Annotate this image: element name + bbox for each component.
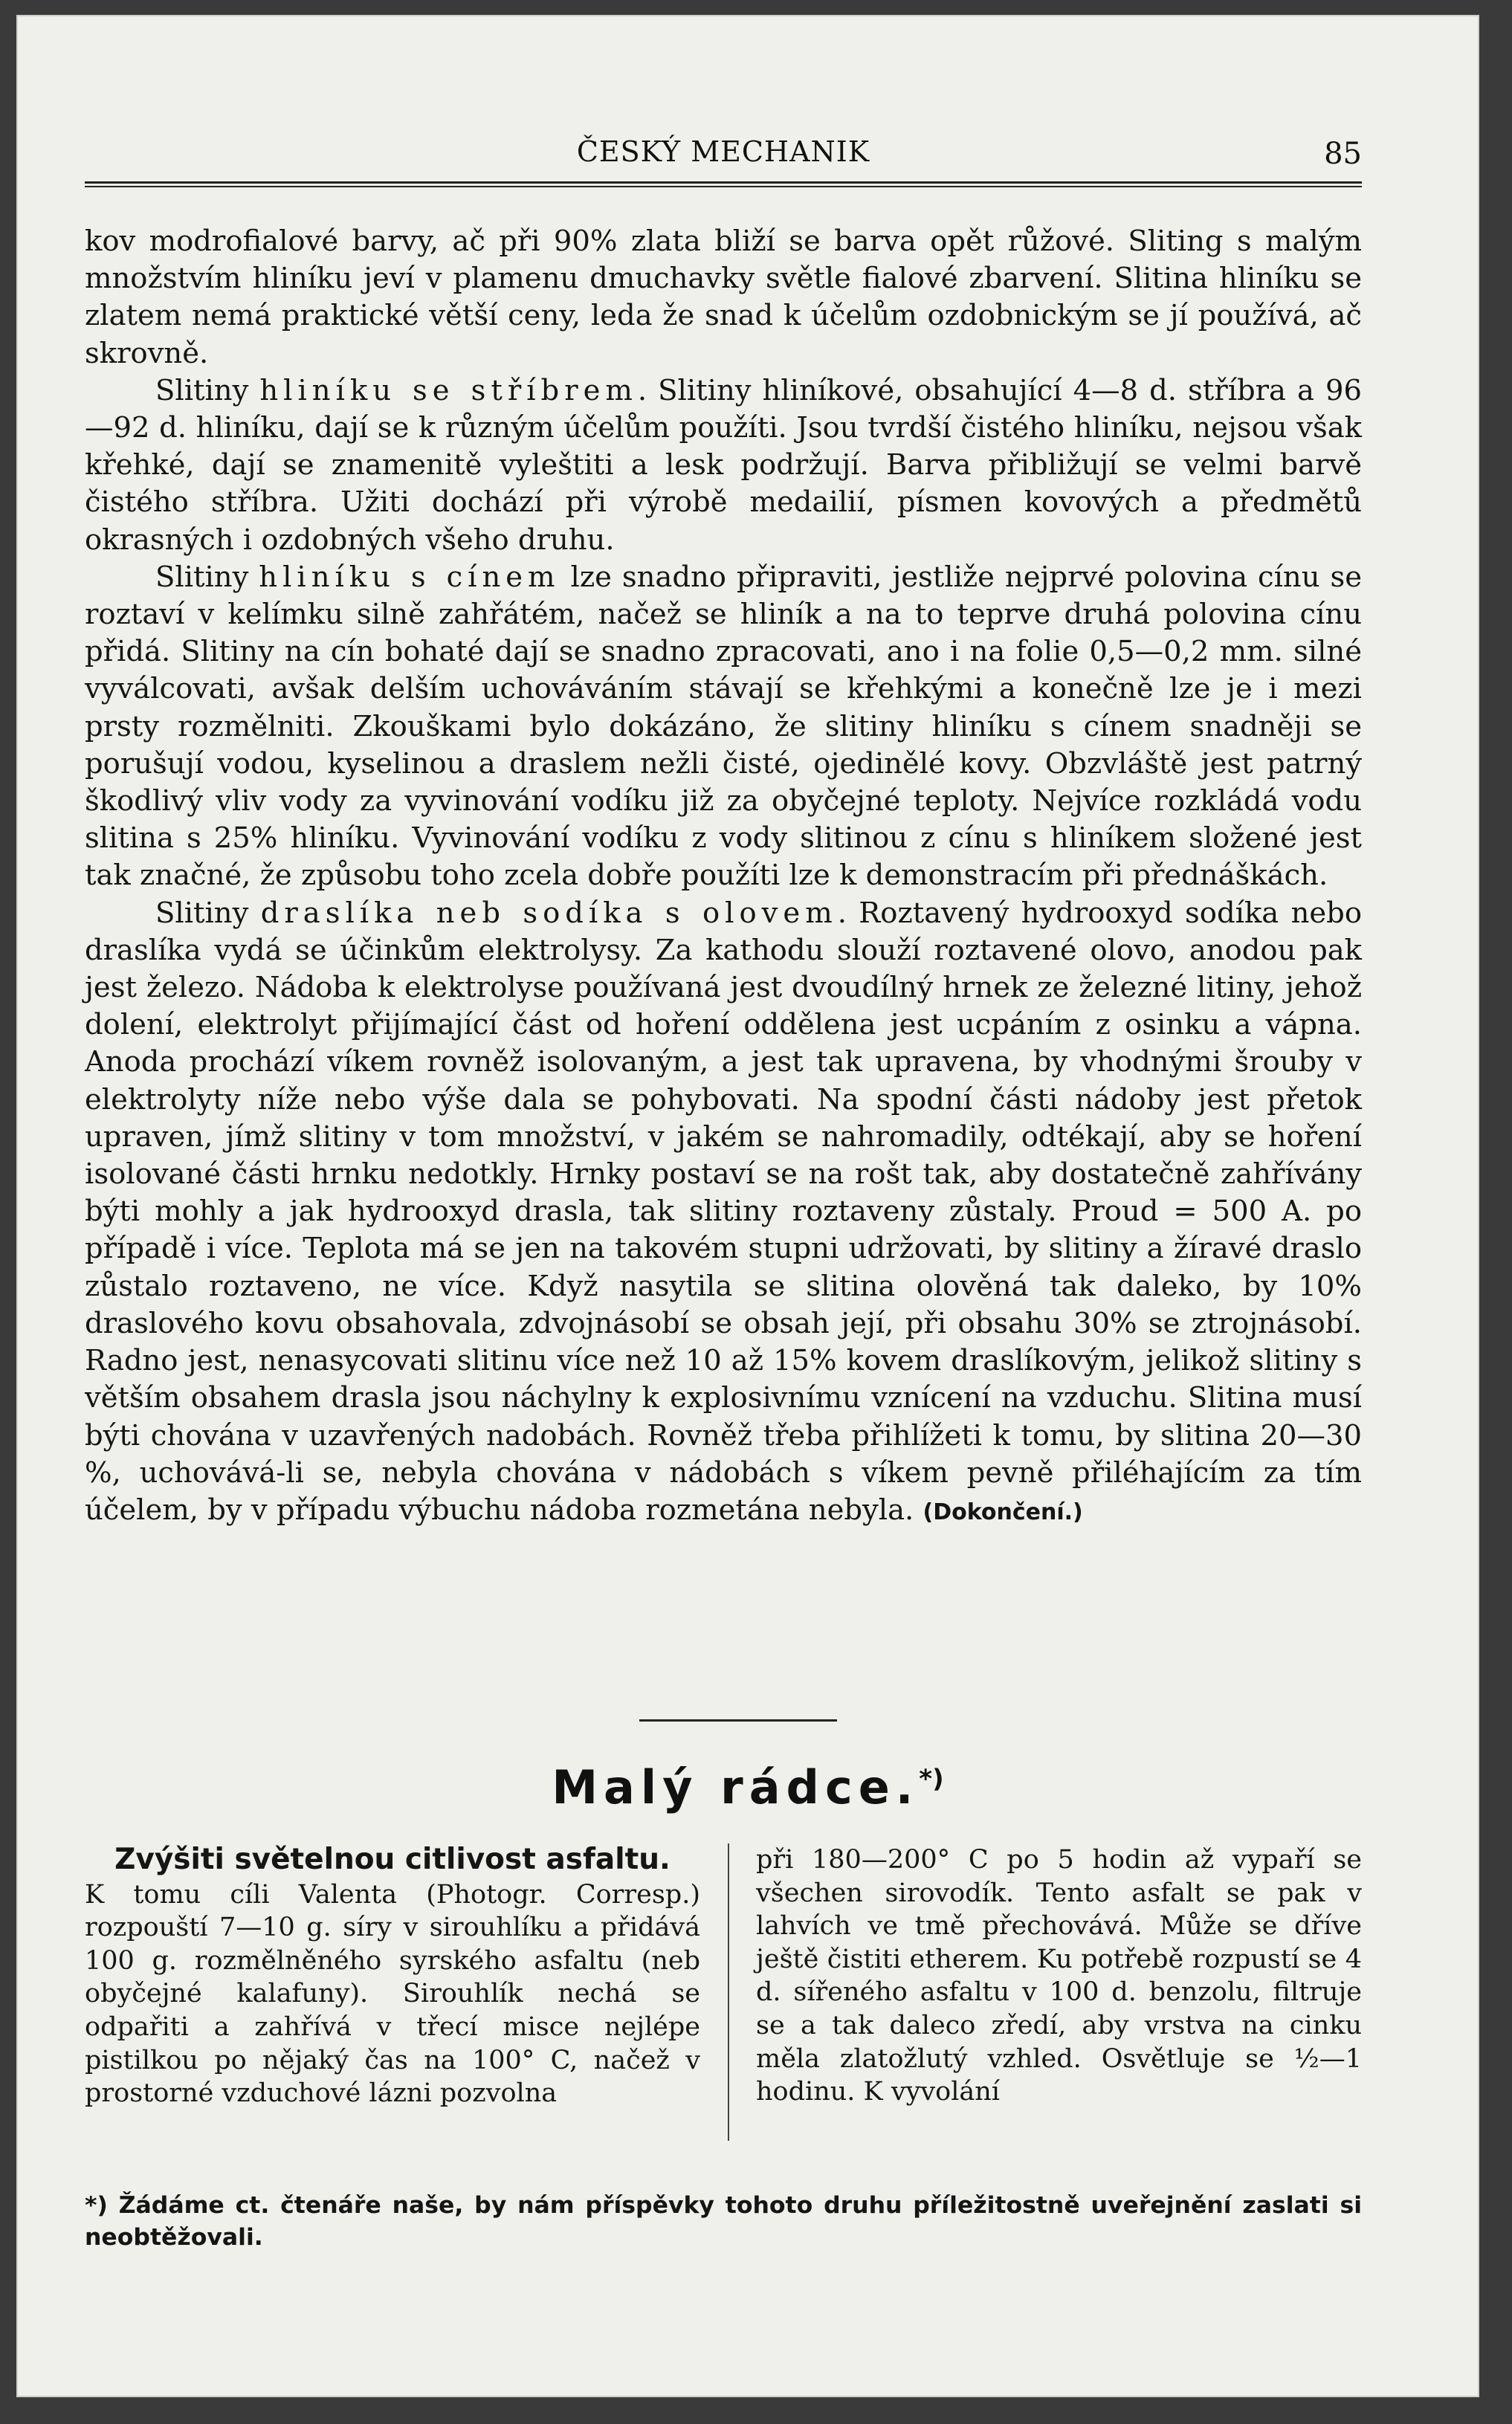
paragraph-2-spaced: hliníku se stříbrem — [259, 373, 638, 407]
column-left-title: Zvýšiti světelnou citlivost asfaltu. — [114, 1843, 671, 1876]
running-head — [85, 135, 1362, 180]
paragraph-3-lead: Slitiny — [155, 560, 259, 594]
paragraph-2-lead: Slitiny — [155, 373, 260, 407]
header-rule-top — [85, 181, 1362, 184]
column-right-text: při 180—200° C po 5 hodin až vypaří se všechen sirovodík. Tento asfalt se pak v lahvích ve tmě přechovává. Může se dříve ještě čistiti etherem. Ku potřebě rozpustí se 4 d. sířeného asfaltu v 100 d. benzolu, filtruje se a tak daleco zředí, aby vrstva na cinku měla zlatožlutý vzhled. Osvětluje se ½—1 hodinu. K vyvolání — [756, 1845, 1362, 2107]
section-title — [16, 1760, 1479, 1814]
column-divider — [728, 1843, 729, 2141]
paragraph-1-text: kov modrofialové barvy, ač při 90% zlata bliží se barva opět růžové. Sliting s malým množstvím hliníku jeví v plamenu dmuchavky světle fialové zbarvení. Slitina hliníku se zlatem nemá praktické větší ceny, leda že snad k účelům ozdobnickým se jí používá, ač skrovně. — [85, 224, 1362, 370]
header-rule-bottom — [85, 186, 1362, 187]
running-title: ČESKÝ MECHANIK — [576, 135, 870, 168]
page-number: 85 — [1324, 137, 1362, 171]
paragraph-4-lead: Slitiny — [155, 896, 261, 930]
page — [16, 15, 1479, 2397]
section-separator — [639, 1719, 837, 1722]
paragraph-3-text: lze snadno připraviti, jestliže nejprvé polovina cínu se roztaví v kelímku silně zahřátém, načež se hliník a na to teprve druhá polovina cínu přidá. Slitiny na cín bohaté dají se snadno zpracovati, ano i na folie 0,5—0,2 mm. silné vyválcovati, avšak delším uchováváním stávají se křehkými a konečně lze je i mezi prsty rozmělniti. Zkouškami bylo dokázáno, že slitiny hliníku s cínem snadněji se porušují vodou, kyselinou a draslem nežli čisté, ojedinělé kovy. Obzvláště jest patrný škodlivý vliv vody za vyvinování vodíku již za obyčejné teploty. Nejvíce rozkládá vodu slitina s 25% hliníku. Vyvinování vodíku z vody slitinou z cínu s hliníkem složené jest tak značné, že způsobu toho zcela dobře použíti lze k demonstracím při přednáškách. — [85, 560, 1362, 893]
paragraph-4 — [85, 895, 1362, 1531]
column-left — [85, 1843, 700, 2110]
column-right — [756, 1843, 1362, 2109]
column-left-text: K tomu cíli Valenta (Photogr. Corresp.) rozpouští 7—10 g. síry v sirouhlíku a přidává 100 g. rozmělněného syrského asfaltu (neb obyčejné kalafuny). Sirouhlík nechá se odpařiti a zahřívá v třecí misce nejlépe pistilkou po nějaký čas na 100° C, načež v prostorné vzduchové lázni pozvolna — [85, 1879, 700, 2109]
paragraph-2 — [85, 372, 1362, 559]
paragraph-2-text: . Slitiny hliníkové, obsahující 4—8 d. stříbra a 96—92 d. hliníku, dají se k různým účelům použíti. Jsou tvrdší čistého hliníku, nejsou však křehké, dají se znamenitě vyleštiti a lesk podržují. Barva přibližují se velmi barvě čistého stříbra. Užiti dochází při výrobě medailií, písmen kovových a předmětů okrasných i ozdobných všeho druhu. — [85, 373, 1362, 557]
article-body — [85, 223, 1362, 1531]
paragraph-3 — [85, 559, 1362, 895]
section-title-text: Malý rádce. — [552, 1760, 920, 1814]
paragraph-3-spaced: hliníku s cínem — [259, 560, 560, 594]
paragraph-4-spaced: draslíka neb sodíka s olovem — [260, 896, 838, 930]
continuation-note: (Dokončení.) — [923, 1499, 1083, 1525]
paragraph-1 — [85, 223, 1362, 372]
paragraph-4-text: . Roztavený hydrooxyd sodíka nebo draslíka vydá se účinkům elektrolysy. Za kathodu slouží roztavené olovo, anodou pak jest železo. Nádoba k elektrolyse používaná jest dvoudílný hrnek ze železné litiny, jehož dolení, elektrolyt přijímající část od hoření oddělena jest ucpáním z osinku a vápna. Anoda prochází víkem rovněž isolovaným, a jest tak upravena, by vhodnými šrouby v elektrolyty níže nebo výše dala se pohybovati. Na spodní části nádoby jest přetok upraven, jímž slitiny v tom množství, v jakém se nahromadily, odtékají, aby se hoření isolované části hrnku nedotkly. Hrnky postaví se na rošt tak, aby dostatečně zahřívány býti mohly a jak hydrooxyd drasla, tak slitiny roztaveny zůstaly. Proud = 500 A. po případě i více. Teplota má se jen na takovém stupni udržovati, by slitiny a žíravé draslo zůstalo roztaveno, ne více. Když nasytila se slitina olověná tak daleko, by 10% draslového kovu obsahovala, zdvojnásobí se obsah její, při obsahu 30% se ztrojnásobí. Radno jest, nenasycovati slitinu více než 10 až 15% kovem draslíkovým, jelikož slitiny s větším obsahem drasla jsou náchylny k explosivnímu vznícení na vzduchu. Slitina musí býti chována v uzavřených nadobách. Rovněž třeba přihlížeti k tomu, by slitina 20—30 %, uchovává-li se, nebyla chována v nádobách s víkem pevně přiléhajícím za tím účelem, by v případu výbuchu nádoba rozmetána nebyla. — [85, 896, 1362, 1527]
footnote-marker: *) — [919, 1764, 944, 1794]
footnote: *) Žádáme ct. čtenáře naše, by nám příspěvky tohoto druhu příležitostně uveřejnění zaslati si neobtěžovali. — [85, 2192, 1362, 2251]
